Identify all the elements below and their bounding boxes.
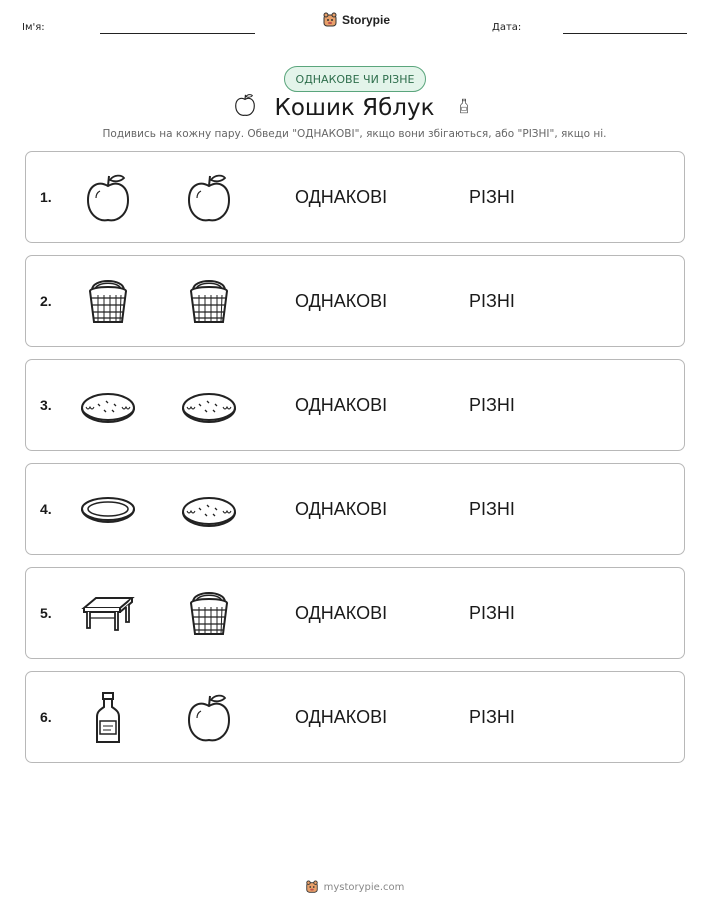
pie-icon (181, 380, 237, 432)
row-number: 3. (40, 397, 52, 413)
table-icon (80, 588, 136, 640)
exercise-row-3 (25, 359, 685, 451)
bottle-icon (80, 692, 136, 744)
option-different[interactable]: РІЗНІ (469, 707, 515, 727)
date-label: Дата: (492, 22, 522, 33)
option-different[interactable]: РІЗНІ (469, 291, 515, 311)
pie-icon (181, 484, 237, 536)
brand-logo (322, 12, 390, 28)
exercise-row-4 (25, 463, 685, 555)
apple-icon (181, 172, 237, 224)
name-field-line[interactable] (100, 33, 255, 34)
brand-name: Storypie (342, 13, 391, 27)
option-same[interactable]: ОДНАКОВІ (295, 499, 388, 519)
option-different[interactable]: РІЗНІ (469, 499, 515, 519)
apple-icon (80, 172, 136, 224)
option-same[interactable]: ОДНАКОВІ (295, 187, 388, 207)
worksheet-title: Кошик Яблук (274, 95, 435, 121)
row-number: 2. (40, 293, 52, 309)
exercise-row-1 (25, 151, 685, 243)
exercise-row-2 (25, 255, 685, 347)
option-same[interactable]: ОДНАКОВІ (295, 707, 388, 727)
pie-icon (80, 380, 136, 432)
activity-badge: ОДНАКОВЕ ЧИ РІЗНЕ (284, 66, 426, 92)
option-same[interactable]: ОДНАКОВІ (295, 395, 388, 415)
storypie-mascot-icon (305, 880, 319, 894)
basket-icon (80, 276, 136, 328)
row-number: 5. (40, 605, 52, 621)
basket-icon (181, 588, 237, 640)
name-label: Ім'я: (22, 22, 45, 33)
instructions-text: Подивись на кожну пару. Обведи "ОДНАКОВІ", якщо вони збігаються, або "РІЗНІ", якщо ні. (102, 128, 607, 140)
pie-dish-icon (80, 484, 136, 536)
footer (0, 880, 709, 894)
option-same[interactable]: ОДНАКОВІ (295, 603, 388, 623)
row-number: 4. (40, 501, 52, 517)
exercise-row-6 (25, 671, 685, 763)
storypie-mascot-icon (322, 12, 338, 28)
row-number: 1. (40, 189, 52, 205)
option-different[interactable]: РІЗНІ (469, 187, 515, 207)
option-different[interactable]: РІЗНІ (469, 603, 515, 623)
basket-icon (181, 276, 237, 328)
apple-icon (181, 692, 237, 744)
date-field-line[interactable] (563, 33, 687, 34)
bottle-icon (456, 90, 472, 122)
option-same[interactable]: ОДНАКОВІ (295, 291, 388, 311)
footer-url[interactable]: mystorypie.com (323, 881, 405, 893)
row-number: 6. (40, 709, 52, 725)
option-different[interactable]: РІЗНІ (469, 395, 515, 415)
exercise-row-5 (25, 567, 685, 659)
